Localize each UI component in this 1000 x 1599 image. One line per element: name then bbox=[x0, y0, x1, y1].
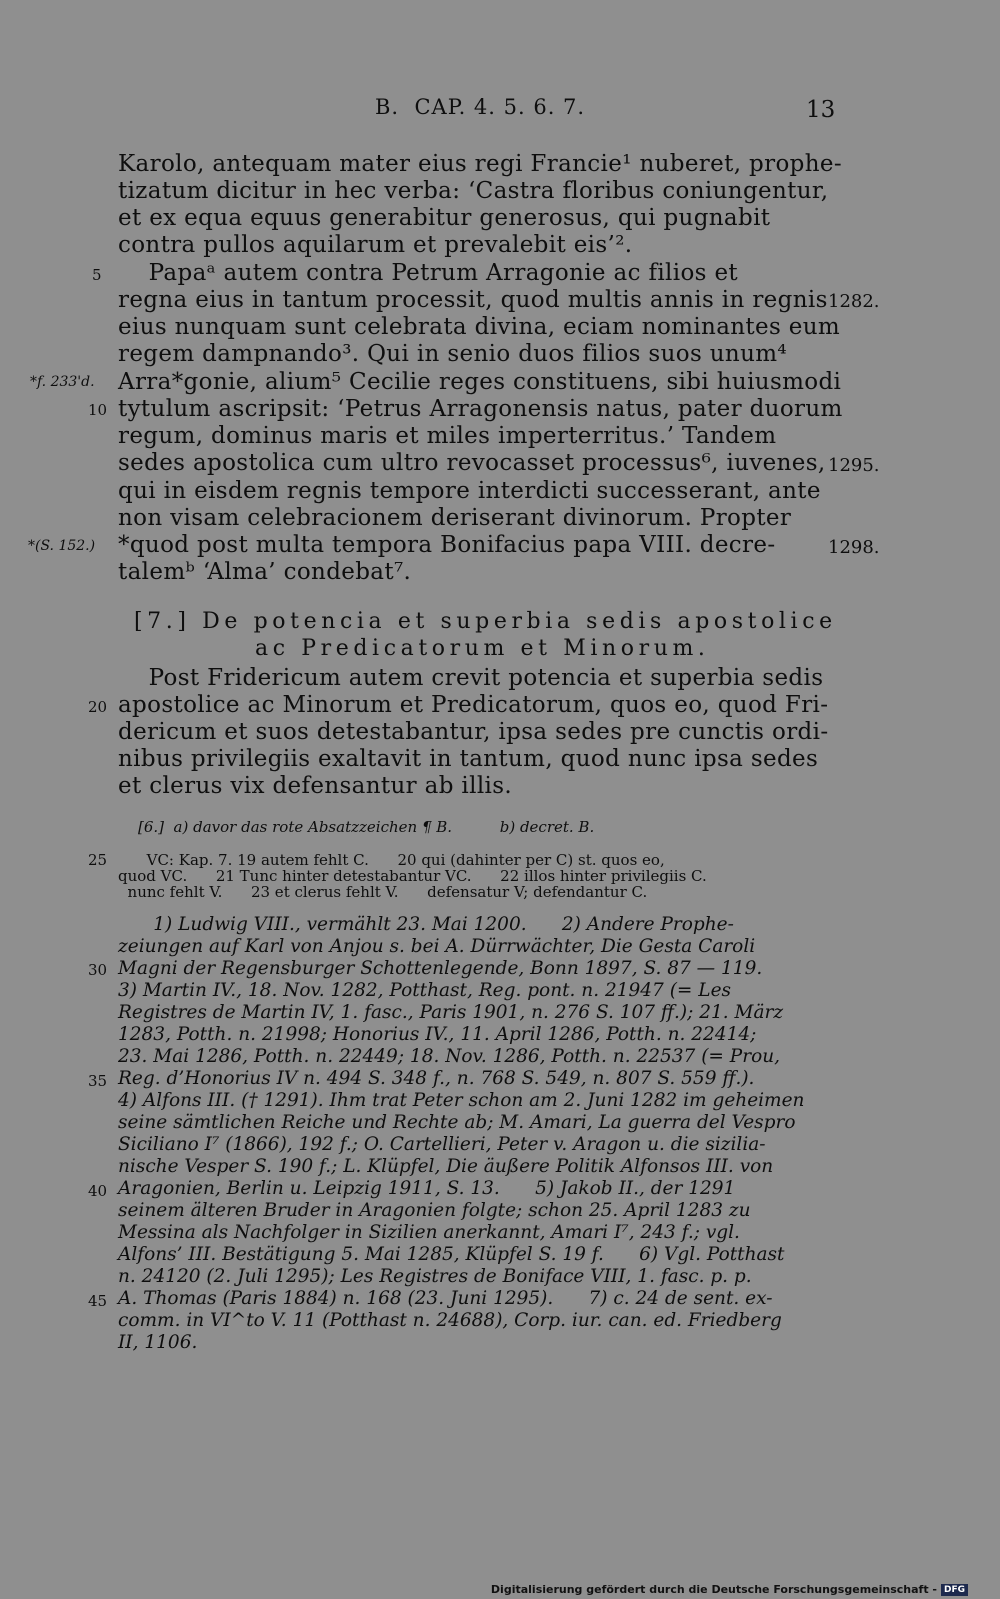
footer-attribution bbox=[491, 1583, 968, 1596]
footnote-line: nische Vesper S. 190 f.; L. Klüpfel, Die äußere Politik Alfonsos III. von bbox=[118, 1156, 774, 1177]
line-number: 20 bbox=[88, 698, 108, 716]
margin-year: 1295. bbox=[828, 455, 880, 476]
body-line: qui in eisdem regnis tempore interdicti successerant, ante bbox=[118, 478, 821, 504]
footnote-line: Alfons’ III. Bestätigung 5. Mai 1285, Klüpfel S. 19 f. 6) Vgl. Potthast bbox=[118, 1244, 785, 1265]
body-line: talemᵇ ‘Alma’ condebat⁷. bbox=[118, 559, 412, 585]
body-line: contra pullos aquilarum et prevalebit eis’². bbox=[118, 232, 633, 258]
body-line: sedes apostolica cum ultro revocasset processus⁶, iuvenes, bbox=[118, 450, 826, 476]
dfg-logo-icon: DFG bbox=[941, 1584, 968, 1596]
footnote-line: zeiungen auf Karl von Anjou s. bei A. Dürrwächter, Die Gesta Caroli bbox=[118, 936, 756, 957]
body-line: Arra*gonie, alium⁵ Cecilie reges constituens, sibi huiusmodi bbox=[118, 369, 842, 395]
line-number: 40 bbox=[88, 1182, 108, 1200]
body-line: Post Fridericum autem crevit potencia et superbia sedis bbox=[118, 665, 824, 691]
footnote-line: n. 24120 (2. Juli 1295); Les Registres de Boniface VIII, 1. fasc. p. p. bbox=[118, 1266, 752, 1287]
body-line: dericum et suos detestabantur, ipsa sedes pre cunctis ordi- bbox=[118, 719, 829, 745]
line-number: 45 bbox=[88, 1292, 108, 1310]
running-header: B. CAP. 4. 5. 6. 7. bbox=[375, 95, 586, 119]
body-line: et clerus vix defensantur ab illis. bbox=[118, 773, 513, 799]
body-line: regum, dominus maris et miles imperterritus.’ Tandem bbox=[118, 423, 777, 449]
footnote-line: Messina als Nachfolger in Sizilien anerkannt, Amari I⁷, 243 f.; vgl. bbox=[118, 1222, 740, 1243]
body-line: Karolo, antequam mater eius regi Francie¹ nuberet, prophe- bbox=[118, 151, 842, 177]
body-line: tizatum dicitur in hec verba: ‘Castra floribus coniungentur, bbox=[118, 178, 829, 204]
page-number: 13 bbox=[806, 97, 836, 123]
footnote-line: 23. Mai 1286, Potth. n. 22449; 18. Nov. 1286, Potth. n. 22537 (= Prou, bbox=[118, 1046, 781, 1067]
apparatus-line: nunc fehlt V. 23 et clerus fehlt V. defensatur V; defendantur C. bbox=[118, 883, 648, 901]
line-number: 5 bbox=[92, 266, 102, 284]
margin-folio-note: *f. 233'd. bbox=[30, 374, 95, 390]
margin-year: 1282. bbox=[828, 291, 880, 312]
footnote-line: 1283, Potth. n. 21998; Honorius IV., 11. April 1286, Potth. n. 22414; bbox=[118, 1024, 757, 1045]
body-line: *quod post multa tempora Bonifacius papa VIII. decre- bbox=[118, 532, 776, 558]
line-number: 35 bbox=[88, 1072, 108, 1090]
section-heading-line: [7.] De potencia et superbia sedis apostolice bbox=[134, 609, 837, 634]
body-line: eius nunquam sunt celebrata divina, eciam nominantes eum bbox=[118, 314, 841, 340]
apparatus-line: quod VC. 21 Tunc hinter detestabantur VC. 22 illos hinter privilegiis C. bbox=[118, 867, 707, 885]
footnote-line: 1) Ludwig VIII., vermählt 23. Mai 1200. 2) Andere Prophe- bbox=[118, 914, 734, 935]
apparatus-line: [6.] a) davor das rote Absatzzeichen ¶ B. b) decret. B. bbox=[138, 818, 595, 836]
margin-folio-note: *(S. 152.) bbox=[28, 538, 96, 554]
body-line: Papaᵃ autem contra Petrum Arragonie ac filios et bbox=[118, 260, 739, 286]
footnote-line: Registres de Martin IV, 1. fasc., Paris 1901, n. 276 S. 107 ff.); 21. März bbox=[118, 1002, 784, 1023]
footnote-line: Reg. d’Honorius IV n. 494 S. 348 f., n. 768 S. 549, n. 807 S. 559 ff.). bbox=[118, 1068, 755, 1089]
body-line: apostolice ac Minorum et Predicatorum, quos eo, quod Fri- bbox=[118, 692, 829, 718]
body-line: et ex equa equus generabitur generosus, qui pugnabit bbox=[118, 205, 771, 231]
body-line: regem dampnando³. Qui in senio duos filios suos unum⁴ bbox=[118, 341, 787, 367]
footnote-line: seine sämtlichen Reiche und Rechte ab; M. Amari, La guerra del Vespro bbox=[118, 1112, 796, 1133]
footnote-line: seinem älteren Bruder in Aragonien folgte; schon 25. April 1283 zu bbox=[118, 1200, 751, 1221]
footnote-line: Magni der Regensburger Schottenlegende, Bonn 1897, S. 87 — 119. bbox=[118, 958, 763, 979]
apparatus-line: VC: Kap. 7. 19 autem fehlt C. 20 qui (dahinter per C) st. quos eo, bbox=[118, 851, 665, 869]
footnote-line: comm. in VI^to V. 11 (Potthast n. 24688), Corp. iur. can. ed. Friedberg bbox=[118, 1310, 782, 1331]
body-line: tytulum ascripsit: ‘Petrus Arragonensis natus, pater duorum bbox=[118, 396, 843, 422]
footnote-line: Aragonien, Berlin u. Leipzig 1911, S. 13. 5) Jakob II., der 1291 bbox=[118, 1178, 736, 1199]
line-number: 30 bbox=[88, 961, 108, 979]
body-line: nibus privilegiis exaltavit in tantum, quod nunc ipsa sedes bbox=[118, 746, 819, 772]
footer-text: Digitalisierung gefördert durch die Deutsche Forschungsgemeinschaft - bbox=[490, 1583, 937, 1596]
body-line: non visam celebracionem deriserant divinorum. Propter bbox=[118, 505, 792, 531]
section-heading-line: ac Predicatorum et Minorum. bbox=[255, 636, 710, 661]
footnote-line: 4) Alfons III. († 1291). Ihm trat Peter schon am 2. Juni 1282 im geheimen bbox=[118, 1090, 805, 1111]
footnote-line: A. Thomas (Paris 1884) n. 168 (23. Juni 1295). 7) c. 24 de sent. ex- bbox=[118, 1288, 773, 1309]
footnote-line: 3) Martin IV., 18. Nov. 1282, Potthast, Reg. pont. n. 21947 (= Les bbox=[118, 980, 732, 1001]
margin-year: 1298. bbox=[828, 537, 880, 558]
body-line: regna eius in tantum processit, quod multis annis in regnis bbox=[118, 287, 828, 313]
line-number: 25 bbox=[88, 851, 108, 869]
line-number: 10 bbox=[88, 401, 108, 419]
footnote-line: Siciliano I⁷ (1866), 192 f.; O. Cartellieri, Peter v. Aragon u. die sizilia- bbox=[118, 1134, 766, 1155]
footnote-line: II, 1106. bbox=[118, 1332, 198, 1353]
